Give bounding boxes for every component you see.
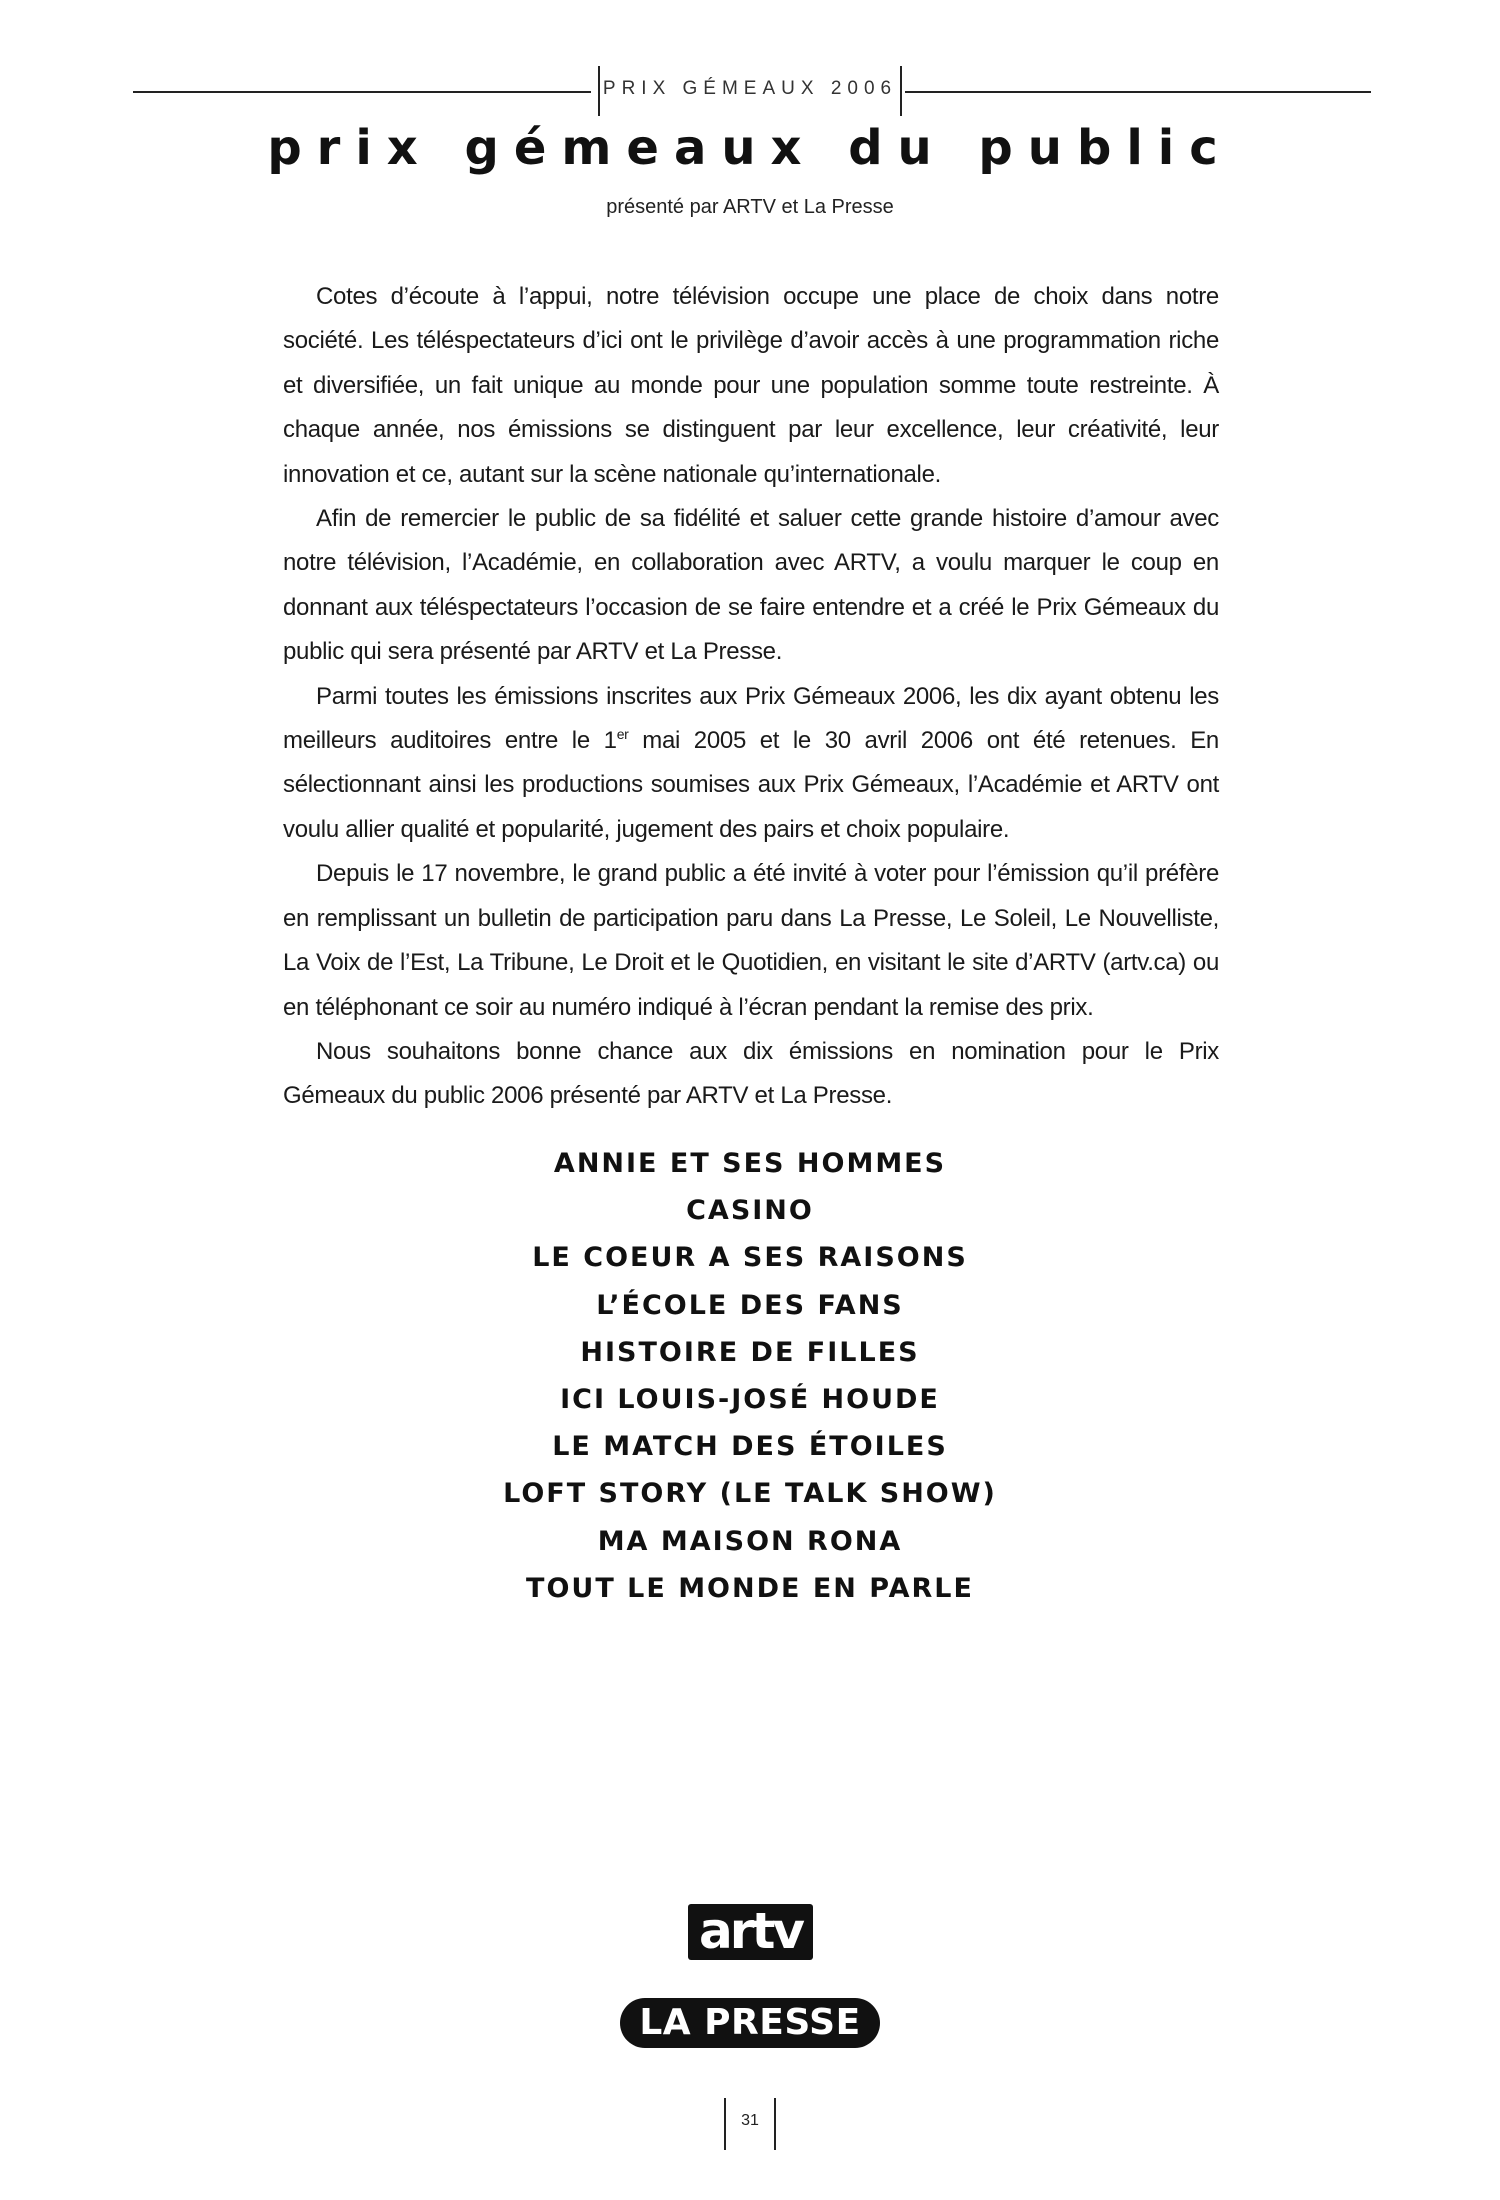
paragraph-1: Cotes d’écoute à l’appui, notre télévision occupe une place de choix dans notre société. Les téléspectateurs d’ici ont le privilège d’avoir accès à une programmation riche et diversifiée, un fait unique au monde pour une population somme toute restreinte. À chaque année, nos émissions se distinguent par leur excellence, leur créativité, leur innovation et ce, autant sur la scène nationale qu’internationale. xyxy=(283,283,1219,488)
header-rule-left xyxy=(133,91,591,93)
header-rule-right xyxy=(905,91,1371,93)
artv-logo: artv xyxy=(688,1904,813,1960)
nominee-item: ANNIE ET SES HOMMES xyxy=(553,1148,947,1179)
la-presse-logo: LA PRESSE xyxy=(620,1998,880,2048)
running-header xyxy=(0,66,1500,116)
nominees-list xyxy=(0,1140,1500,1612)
nominee-item: LE COEUR A SES RAISONS xyxy=(532,1242,968,1274)
page-subtitle: présenté par ARTV et La Presse xyxy=(606,196,894,218)
nominee-item: L’ÉCOLE DES FANS xyxy=(596,1289,904,1321)
nominee-item: LOFT STORY (LE TALK SHOW) xyxy=(503,1478,997,1510)
folio-divider-right xyxy=(774,2098,776,2150)
nominee-item: HISTOIRE DE FILLES xyxy=(580,1336,920,1368)
nominee-item: CASINO xyxy=(686,1195,814,1227)
nominee-item: ICI LOUIS-JOSÉ HOUDE xyxy=(560,1383,940,1415)
page-title: prix gémeaux du public xyxy=(267,120,1233,176)
paragraph-3-start: Parmi toutes les émissions inscrites aux Prix Gémeaux 2006, les dix ayant obtenu les meilleurs auditoires entre le 1 xyxy=(283,682,1219,755)
running-head-text: PRIX GÉMEAUX 2006 xyxy=(602,78,898,99)
page-number: 31 xyxy=(741,2112,759,2129)
nominee-item: LE MATCH DES ÉTOILES xyxy=(552,1431,948,1463)
article-body xyxy=(283,275,1219,1119)
ordinal-superscript: er xyxy=(616,726,629,743)
paragraph-4: Depuis le 17 novembre, le grand public a été invité à voter pour l’émission qu’il préfère en remplissant un bulletin de participation paru dans La Presse, Le Soleil, Le Nouvelliste, La Voix de l’Est, La Tribune, Le Droit et le Quotidien, en visitant le site d’ARTV (artv.ca) ou en téléphonant ce soir au numéro indiqué à l’écran pendant la remise des prix. xyxy=(283,860,1219,1021)
paragraph-3 xyxy=(283,675,1219,853)
paragraph-3-end: mai 2005 et le 30 avril 2006 ont été retenues. En sélectionnant ainsi les productions soumises aux Prix Gémeaux, l’Académie et ARTV ont voulu allier qualité et popularité, jugement des pairs et choix populaire. xyxy=(283,727,1219,843)
nominee-item: MA MAISON RONA xyxy=(597,1525,903,1557)
nominee-item: TOUT LE MONDE EN PARLE xyxy=(526,1572,974,1604)
paragraph-2: Afin de remercier le public de sa fidélité et saluer cette grande histoire d’amour avec notre télévision, l’Académie, en collaboration avec ARTV, a voulu marquer le coup en donnant aux téléspectateurs l’occasion de se faire entendre et a créé le Prix Gémeaux du public qui sera présenté par ARTV et La Presse. xyxy=(283,505,1219,666)
header-divider-right xyxy=(900,66,902,116)
paragraph-5: Nous souhaitons bonne chance aux dix émissions en nomination pour le Prix Gémeaux du public 2006 présenté par ARTV et La Presse. xyxy=(283,1037,1219,1110)
